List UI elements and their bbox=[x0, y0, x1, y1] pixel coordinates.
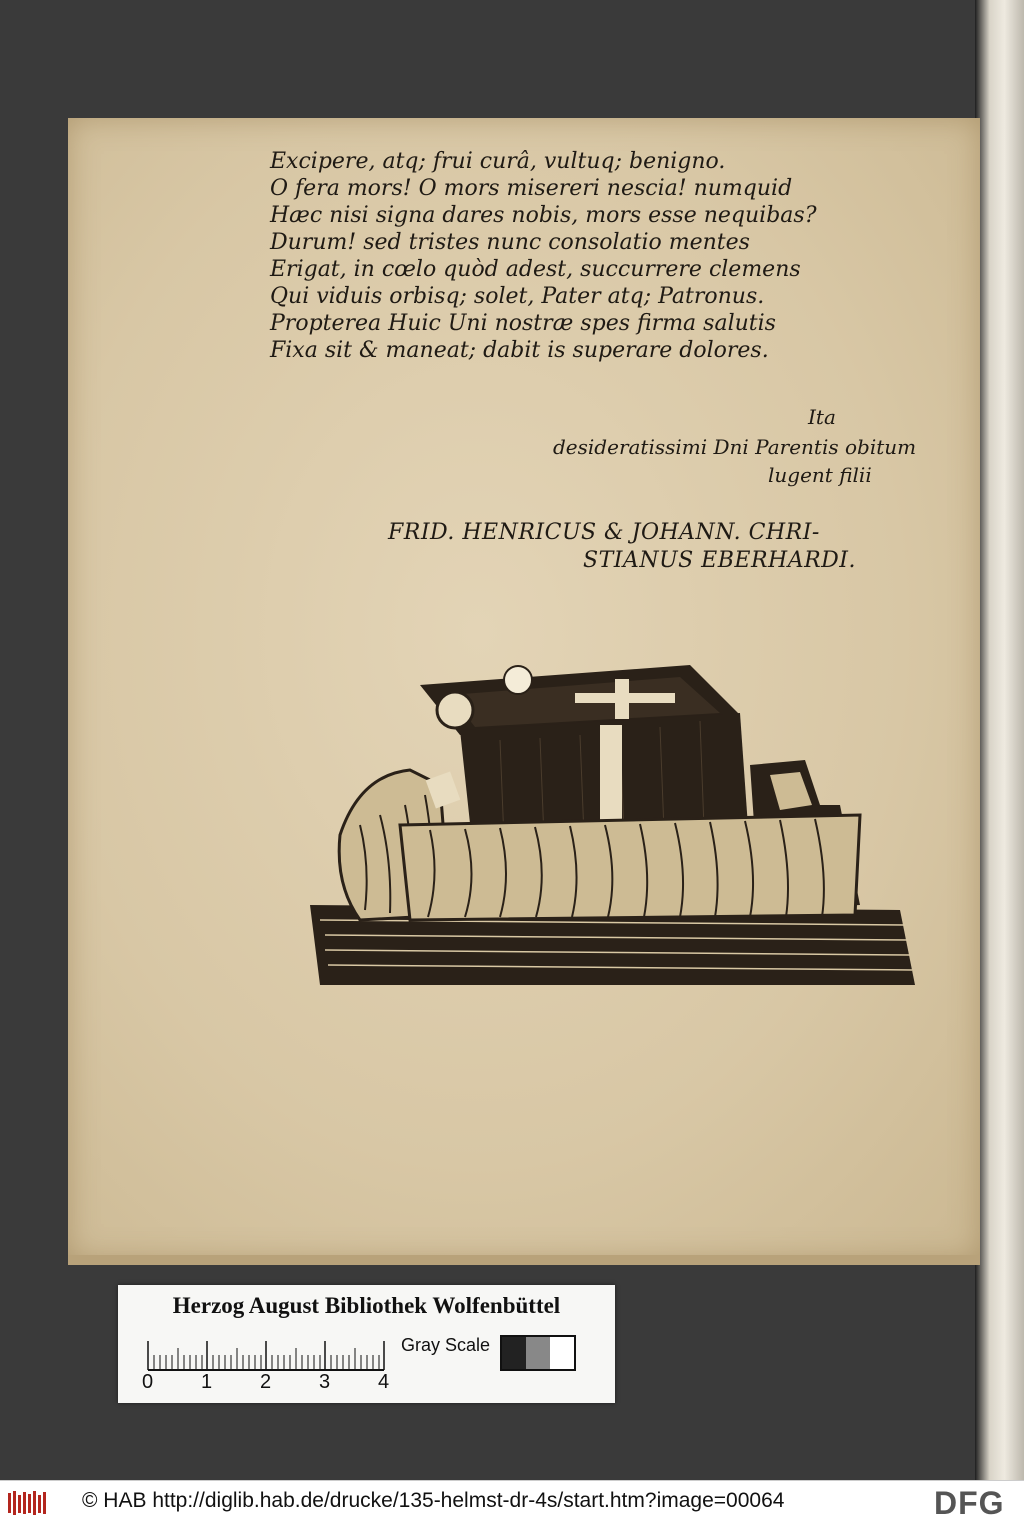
signature-line-1: desideratissimi Dni Parentis obitum bbox=[553, 435, 917, 459]
ruler-number: 1 bbox=[201, 1371, 213, 1393]
copyright-url-text: © HAB http://diglib.hab.de/drucke/135-helmst-dr-4s/start.htm?image=00064 bbox=[82, 1489, 785, 1512]
hab-logo-icon bbox=[6, 1489, 50, 1517]
poem-line: Propterea Huic Uni nostræ spes firma salutis bbox=[270, 311, 776, 336]
poem-line: Hæc nisi signa dares nobis, mors esse nequibas? bbox=[270, 203, 817, 228]
signature-line-2: lugent filii bbox=[768, 463, 872, 487]
coffin-woodcut-image bbox=[300, 655, 920, 995]
ruler-number: 3 bbox=[319, 1371, 331, 1393]
poem-line: Qui viduis orbisq; solet, Pater atq; Patronus. bbox=[270, 284, 765, 309]
poem-line: Erigat, in cœlo quòd adest, succurrere clemens bbox=[270, 257, 801, 282]
library-label-card bbox=[118, 1285, 615, 1403]
gray-swatch-dark bbox=[502, 1337, 526, 1369]
ruler-number: 2 bbox=[260, 1371, 272, 1393]
ruler-numbers bbox=[140, 1371, 400, 1397]
poem-line: Fixa sit & maneat; dabit is superare dolores. bbox=[270, 338, 769, 363]
poem-text bbox=[270, 148, 830, 364]
gray-scale-swatch bbox=[500, 1335, 576, 1371]
ruler-number: 4 bbox=[378, 1371, 390, 1393]
gray-swatch-mid bbox=[526, 1337, 550, 1369]
poem-line: O fera mors! O mors misereri nescia! numquid bbox=[270, 176, 793, 201]
names-line-2: STIANUS EBERHARDI. bbox=[583, 548, 856, 573]
library-name: Herzog August Bibliothek Wolfenbüttel bbox=[172, 1293, 561, 1318]
gray-scale-label: Gray Scale bbox=[401, 1335, 491, 1355]
page-edge bbox=[68, 1255, 980, 1265]
book-gutter bbox=[975, 0, 1024, 1480]
footer-bar bbox=[0, 1480, 1024, 1524]
dfg-logo: DFG bbox=[934, 1485, 1005, 1521]
gray-swatch-light bbox=[550, 1337, 574, 1369]
poem-line: Durum! sed tristes nunc consolatio mentes bbox=[270, 230, 750, 255]
ruler-number: 0 bbox=[142, 1371, 154, 1393]
names-line-1: FRID. HENRICUS & JOHANN. CHRI- bbox=[388, 520, 820, 545]
poem-line: Excipere, atq; frui curâ, vultuq; benigno. bbox=[270, 149, 726, 174]
signature-ita: Ita bbox=[808, 405, 836, 429]
ruler-scale bbox=[146, 1333, 386, 1371]
